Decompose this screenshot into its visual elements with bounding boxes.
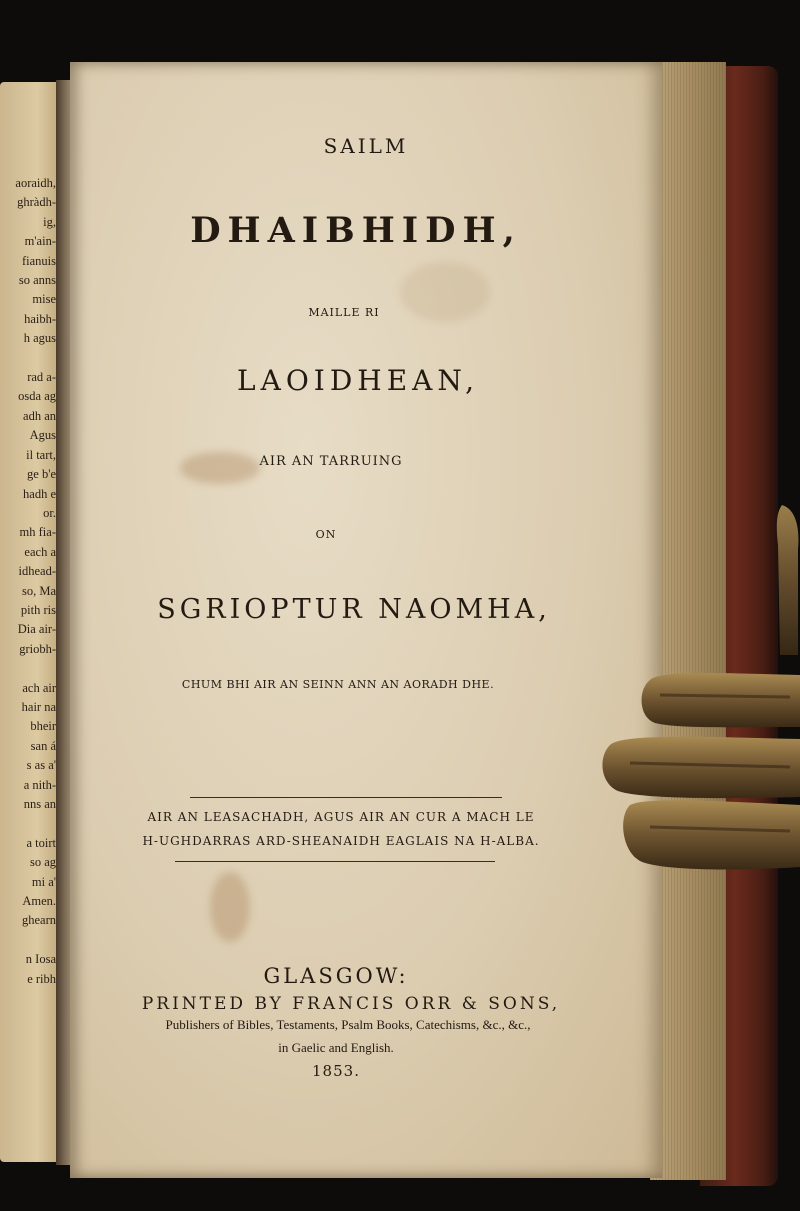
left-page-line: Agus xyxy=(29,428,56,443)
title-page xyxy=(70,62,662,1178)
left-page-line: mh fia- xyxy=(19,525,56,540)
left-page-line: s as a' xyxy=(26,758,56,773)
left-page-line: fianuis xyxy=(21,253,56,268)
divider-rule xyxy=(190,797,502,798)
left-page-line: so anns xyxy=(18,273,56,288)
left-page-line: haibh- xyxy=(24,311,56,326)
left-page-line: griobh- xyxy=(19,641,56,656)
subtitle-maille-ri: MAILLE RI xyxy=(308,306,380,319)
left-page-line: ach air xyxy=(22,680,56,695)
left-page-line: mise xyxy=(32,292,56,307)
left-page-line: il tart, xyxy=(26,447,56,462)
left-page-line: aoraidh, xyxy=(15,176,56,190)
left-page-line: nns an xyxy=(23,797,56,811)
imprint-year: 1853. xyxy=(312,1062,360,1080)
left-page-line: san á xyxy=(30,738,56,753)
left-page-line xyxy=(0,931,56,950)
left-page-line: rad a- xyxy=(27,370,56,385)
title-sgrioptur-naomha: SGRIOPTUR NAOMHA, xyxy=(157,594,551,625)
left-page-line: pith ris xyxy=(20,602,56,617)
imprint-city: GLASGOW: xyxy=(263,964,409,988)
left-page-line: or. xyxy=(43,505,56,520)
title-dhaibhidh: DHAIBHIDH, xyxy=(190,210,522,251)
page-stain xyxy=(210,872,250,942)
left-page-line: osda ag xyxy=(18,389,56,404)
left-page-line: h agus xyxy=(23,331,56,346)
left-page-line: Dia air- xyxy=(17,622,56,637)
left-page-line: a toirt xyxy=(26,835,56,850)
left-page-line: ghearn xyxy=(21,913,56,928)
left-page-line: so, Ma xyxy=(21,583,56,598)
left-page-line: idhead- xyxy=(18,564,56,579)
left-page-line: so ag xyxy=(29,855,56,870)
left-page-line: e ribh xyxy=(27,971,56,986)
subtitle-air-an-tarruing: AIR AN TARRUING xyxy=(259,454,403,469)
left-page-text xyxy=(0,174,56,989)
authority-line-1: AIR AN LEASACHADH, AGUS AIR AN CUR A MACH LE xyxy=(147,810,535,824)
left-page-line: hair na xyxy=(21,699,56,714)
left-page-line: ge b'e xyxy=(27,467,56,482)
imprint-languages: in Gaelic and English. xyxy=(278,1040,394,1055)
left-page-line: adh an xyxy=(23,408,56,423)
subtitle-chum-bhi: CHUM BHI AIR AN SEINN ANN AN AORADH DHE. xyxy=(181,678,495,691)
left-page-line: mi a' xyxy=(31,874,56,889)
subtitle-on: ON xyxy=(315,528,337,541)
title-sailm: SAILM xyxy=(323,134,409,158)
brass-clasp-icon xyxy=(600,505,800,905)
left-page-line: Amen. xyxy=(22,894,56,909)
left-page-line: n Iosa xyxy=(25,952,56,967)
left-page-line: hadh e xyxy=(23,486,56,501)
left-page-line: ig, xyxy=(43,214,56,229)
divider-rule xyxy=(175,861,495,862)
title-laoidhean: LAOIDHEAN, xyxy=(237,364,479,397)
authority-line-2: H-UGHDARRAS ARD-SHEANAIDH EAGLAIS NA H-ALBA. xyxy=(142,834,540,848)
left-page-line: ghràdh- xyxy=(17,195,56,210)
left-page-line xyxy=(0,659,56,678)
left-page xyxy=(0,82,62,1162)
left-page-line: each a xyxy=(24,544,56,559)
left-page-line: bheir xyxy=(30,719,56,734)
left-page-line xyxy=(0,349,56,368)
left-page-line: m'ain- xyxy=(24,234,56,249)
imprint-printer: PRINTED BY FRANCIS ORR & SONS, xyxy=(141,994,561,1014)
left-page-line: a nith- xyxy=(23,777,56,792)
imprint-publishers: Publishers of Bibles, Testaments, Psalm Books, Catechisms, &c., &c., xyxy=(165,1017,531,1032)
